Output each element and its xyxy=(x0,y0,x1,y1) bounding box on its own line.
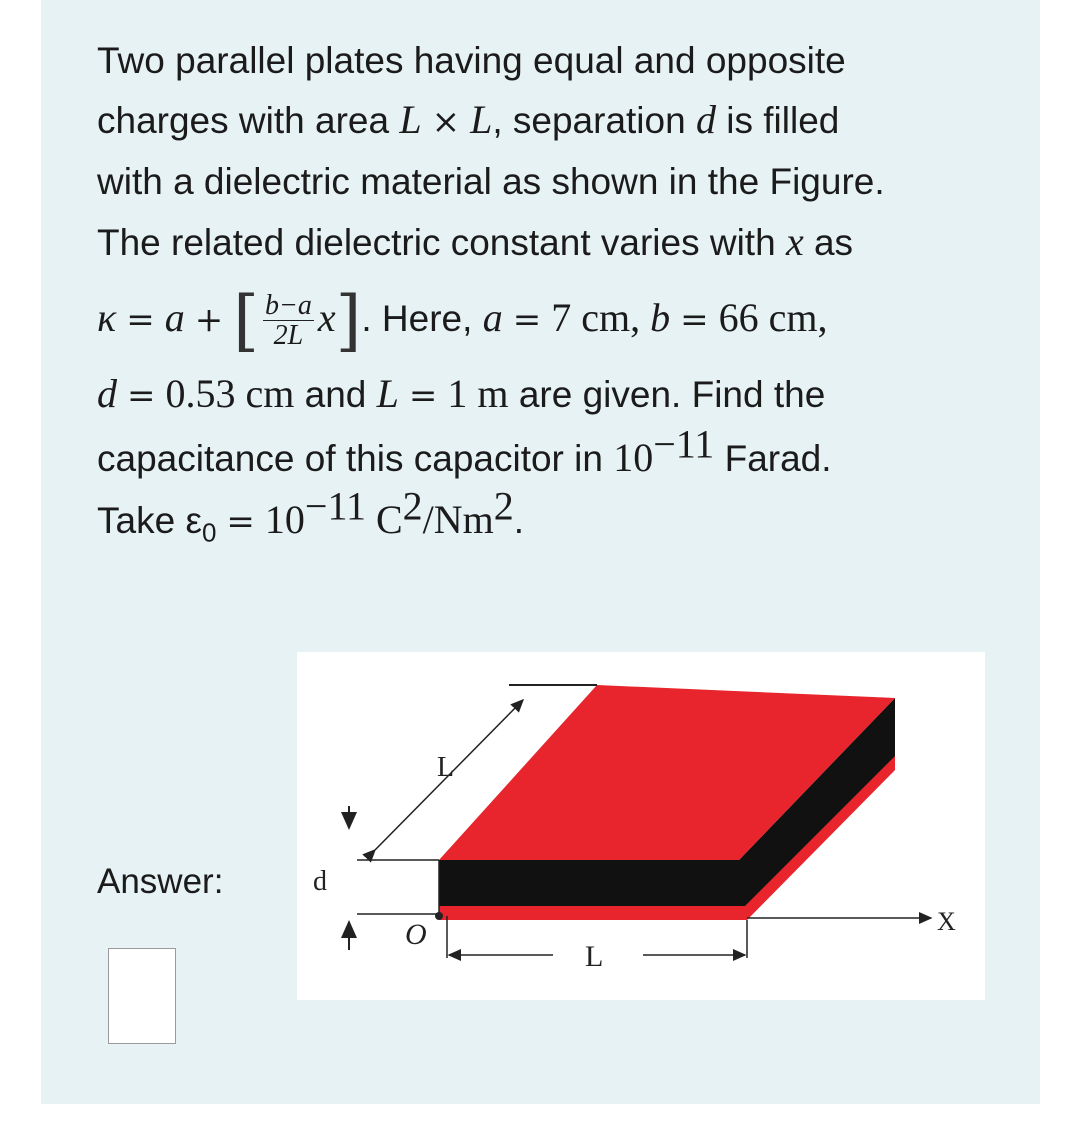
answer-input[interactable] xyxy=(108,948,176,1044)
figure-label-L-bottom: L xyxy=(585,940,604,973)
dielectric-formula: κ = a + [ $\frac{b-a}{2L}$ x]. Here, a = 7 cm, b = 66 cm, xyxy=(97,282,828,360)
capacitor-figure xyxy=(297,652,985,1000)
figure-label-O: O xyxy=(405,918,427,951)
answer-label: Answer: xyxy=(97,862,224,901)
question-line-1: Two parallel plates having equal and opposite xyxy=(97,40,846,81)
question-line-8: Take $\varepsilon_0 = 10^{-11}$ $C^2/Nm^2$. xyxy=(97,483,525,548)
figure-label-L-top: L xyxy=(437,752,455,783)
question-line-3: with a dielectric material as shown in the Figure. xyxy=(97,161,885,202)
question-line-7: capacitance of this capacitor in $10^{-11}$ Farad. xyxy=(97,421,832,480)
question-line-2: charges with area L × L, separation d is filled xyxy=(97,97,840,142)
figure-label-d: d xyxy=(313,866,327,897)
origin-dot xyxy=(435,912,443,920)
fraction: $\frac{b-a}{2L}$ xyxy=(264,289,312,351)
question-line-6: d = 0.53 cm and L = 1 m are given. Find the xyxy=(97,371,826,416)
question-line-4: The related dielectric constant varies with x as xyxy=(97,219,854,264)
figure-label-x: X xyxy=(937,907,956,936)
